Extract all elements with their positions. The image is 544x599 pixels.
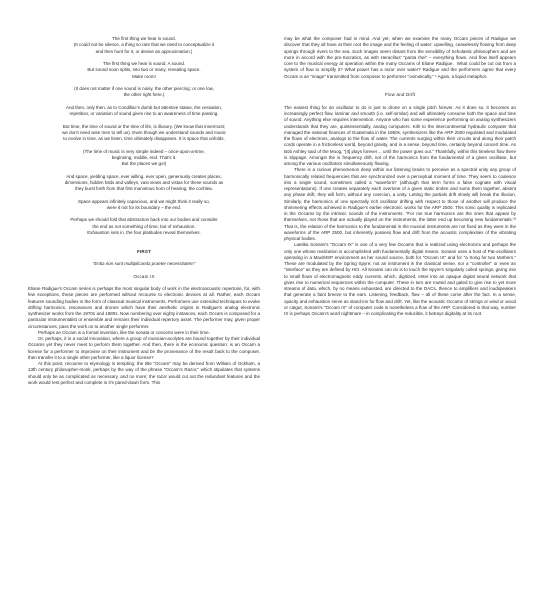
section-heading-flow-and-drift: Flow and Drift [384,92,416,98]
epigraph: "Entia non sunt multiplicanda praeter necessitatem" [92,261,196,266]
poem-line: and then hunt for it, or devise an approximation.) [95,48,193,54]
poem-line: repetition, or variation of sound gives rise to an awareness of time passing. [69,111,219,116]
poem-stanza-3 [28,86,260,99]
poem-line: Space appears infinitely capacious, and we might think it really so, [77,198,211,204]
poem-line: Make room! [132,73,156,79]
right-column [284,36,516,317]
poem-line: the other right here.) [123,92,165,98]
poem-stanza-2 [28,61,260,80]
body-paragraph: At this point, recourse to etymology is tempting: the title "Occam" may be derived from William of Ockham, a 13th century philosopher-monk, perhaps by the way of the phrase "Occam's Razor," which stipulates that systems should only be as complicated as necessary, and no more; the razor would cut out the redundant features and the work would rest perfect and complete in it's pared-down form. This [28,361,260,385]
section-heading-first: FIRST [137,248,151,254]
body-paragraph: There is a curious phenomenon deep within our listening brains to perceive as a spectral unity any group of harmonically related frequencies that are synchronized over a perceptual moment of time. They seem to coalesce into a single sound, sometimes called a "waveform" (although that term forms a false cognate with visual representations). If one creates separately each overtone of a given static timbre and sums them together, absent any phase drift, they will form, without any coercion, a unity. Letting the partials drift slowly will break the illusion. Similarly, the harmonics of one spectrally rich oscillator drifting with respect to those of another will produce the shimmering effects achieved in Radigue's earlier electronic works for the ARP 2500. This sonic quality is replicated in the Occams by the intrinsic sounds of the instruments. "For me true harmonics are the ones that appear by themselves, not those that are actually played on the instruments, the latter end up becoming new fundamentals."² That is, the relation of the harmonics to the fundamental in the musical instruments are not fixed as they were in the waveforms of the ARP 2500, but inherently possess flow and drift from the acoustic complexities of the vibrating physical bodies. [284,167,516,241]
body-paragraph: The easiest thing for an oscillator to do is just to drone on a single pitch forever. As it does so, it becomes an increasingly perfect flow, laminar and smooth (i.e. self-similar) and will ultimately consume both the space and time of sound. Anything else requires intervention. Anyone who has some experience performing on analog synthesizers understands that they are, quintessentially, analog computers. Kith to the intercontinental hydraulic computer that managed the national finances of Guatemala in the 1950s, synthesizers like the ARP 2500 regulated and modulated the flows of electrons, analogs to the flow of water. The currents surging within their circuits and along their patch cords operate in a frictionless world, beyond gravity, and in a sense, beyond time, certainly beyond concert time. As Bob Ashley said of the Moog, "[It] plays forever… until the power goes out." Thankfully, within this timeless flow there is slippage. Amongst the is frequency drift, not of the harmonics from the fundamental of a given oscillator, but among the various oscillators simultaneously flowing. [284,104,516,166]
body-paragraph: may be what the composer had in mind. And yet, when we examine the many Occam pieces of Radigue we discover that they all have at their root the image and the feeling of water: upwelling, ceaselessly flowing from deep springs through rivers to the sea. Such images seem distant from the sensibility of Scholastic philosophers and are more in accord with the pre-Socratics, as with Heraclitus' "panta rhei" – everything flows. And flow itself appears core to the musical energy at operation within the many Occams of Eliane Radigue. What could be cut out from a system of flow to simplify it? What power has a razor over water? Radigue and the performers agree that every Occam is an "image" transmitted from composer to performer "osmotically." ¹ Again, a liquid metaphor. [284,36,516,79]
poem-line: the end as not something of time, but of exhaustion. [92,223,196,229]
poem-line: The first thing we hear is sound. A sound. [102,61,186,66]
poem-line: And space, yielding space, ever willing, ever open, generously creates places, [66,173,222,179]
poem-line: And then, only then, as to Condillac's dumb but attentive statue, the cessation, [66,104,222,110]
poem-line: dimensions, hidden folds and valleys, vast views and vistas for these sounds as [64,179,224,185]
poem-line: But sound soon splits, into two or many, revealing space. [87,67,201,73]
poem-stanza-9 [28,217,260,236]
poem-line: they burst forth from that first marvelous horn of hearing, the cochlea. [75,186,213,191]
left-column [28,36,260,386]
poem-stanza-6 [28,149,260,168]
poem-stanza-5 [28,124,260,143]
poem-line: Exhaustion sets in, the four platitudes reveal themselves. [87,229,201,235]
poem-line: were it not for its boundary – the end. [106,204,182,210]
poem-stanza-4 [28,105,260,118]
poem-line: to evolve in time, as we listen, time ultimately disappears. It is space that unfolds. [63,136,225,141]
poem-line: we don't need wise men to tell us). Even though we understand sounds and music [62,129,226,135]
body-paragraph: Or, perhaps, it is a social innovation, where a group of musician-acolytes are bound together by their individual Occams yet they never meet to perform them together. And then, there is the economic question: is an Occam a license for a performer to improvise on their instrument and be the provenance of the result back to the composer, then transfer it to a single other performer, like a liquor license? [28,336,260,360]
poem-stanza-8 [28,199,260,212]
poem-line: The first thing we hear is sound. [112,36,176,41]
poem-line: (It could not be silence, a thing so rare that we need to conceptualize it [73,42,215,48]
poem-line: (It does not matter if one sound is noisy, the other piercing; or one low, [74,86,214,91]
poem-line: beginning, middle, end. That's it. [111,154,177,160]
poem-line: Perhaps we should fold that abstraction back into our bodies and consider [70,217,218,223]
section-heading-occam-ix: Occam IX [133,273,155,279]
body-paragraph: Perhaps an Occam is a formal invention, like the sonata or concerto were in their time. [38,329,210,335]
poem-line: (The time of music is very simple indeed – once-upon-a-time, [83,148,205,154]
poem-line: But time, the time of sound or the time of life, is illusory. (We know that innermost; [62,123,226,129]
poem-line: But the places we go!) [121,161,167,166]
poem-stanza-1 [28,36,260,55]
body-paragraph: Eliane Radigue's Occam series is perhaps the most singular body of work in the electroacoustic repertoire, for, with few exceptions, these pieces are performed without recourse to electronic devices at all. Rather, each Occam features sounding bodies in the form of classical musical instruments. Performers use extended techniques to evoke drifting harmonics, resonances and drones which have their aesthetic origins in Radigue's analog electronic synthesizer works from the 1970s and 1980s. Now numbering over eighty instances, each Occam is composed for a particular instrumentalist or ensemble and remains their individual repertory asset. The performer may, given proper circumstances, pass the work on to another single performer. [28,286,260,329]
poem-stanza-7 [28,174,260,193]
body-paragraph: Laetitia Sonami's "Occam IX" is one of a very few Occams that is realized using electronics and perhaps the only one whose realization is accomplished with fundamentally digital means. Sonami uses a host of Pat-oscillators operating in a Max/MSP environment as her sound source, both for "Occam IX" and for "a Song for two Mothers." These are modulated by the Spring Spyre: not an instrument in the classical sense, nor a "controller" or even an "interface" as they are defined by HCI. All Sonami can do is to touch the Spyre's singularly coiled springs, giving rise to small flows of electromagnetic eddy currents, which, digitized, enter into an opaque digital neural network that gives rise to numerical sequences within the computer. These in turn are routed and gated to give rise to yet more streams of data, which, by no means exhausted, are directed to the DACs, thence to amplifiers and loudspeakers that generate a faint breeze to the ears. Listening, feedback, flow – all of these come after the fact. In a sense, opacity and exhaustion serve as stand-ins for flow and drift. Yet, like the acoustic Occams of strings or wind or wood or catgut, Sonami's "Occam IX" of computer code is nonetheless a flow of the ARP. Considered in that way, number IX is perhaps Occam's word nightmare – in complicating the reducible, it betrays digitality at its root. [284,242,516,316]
